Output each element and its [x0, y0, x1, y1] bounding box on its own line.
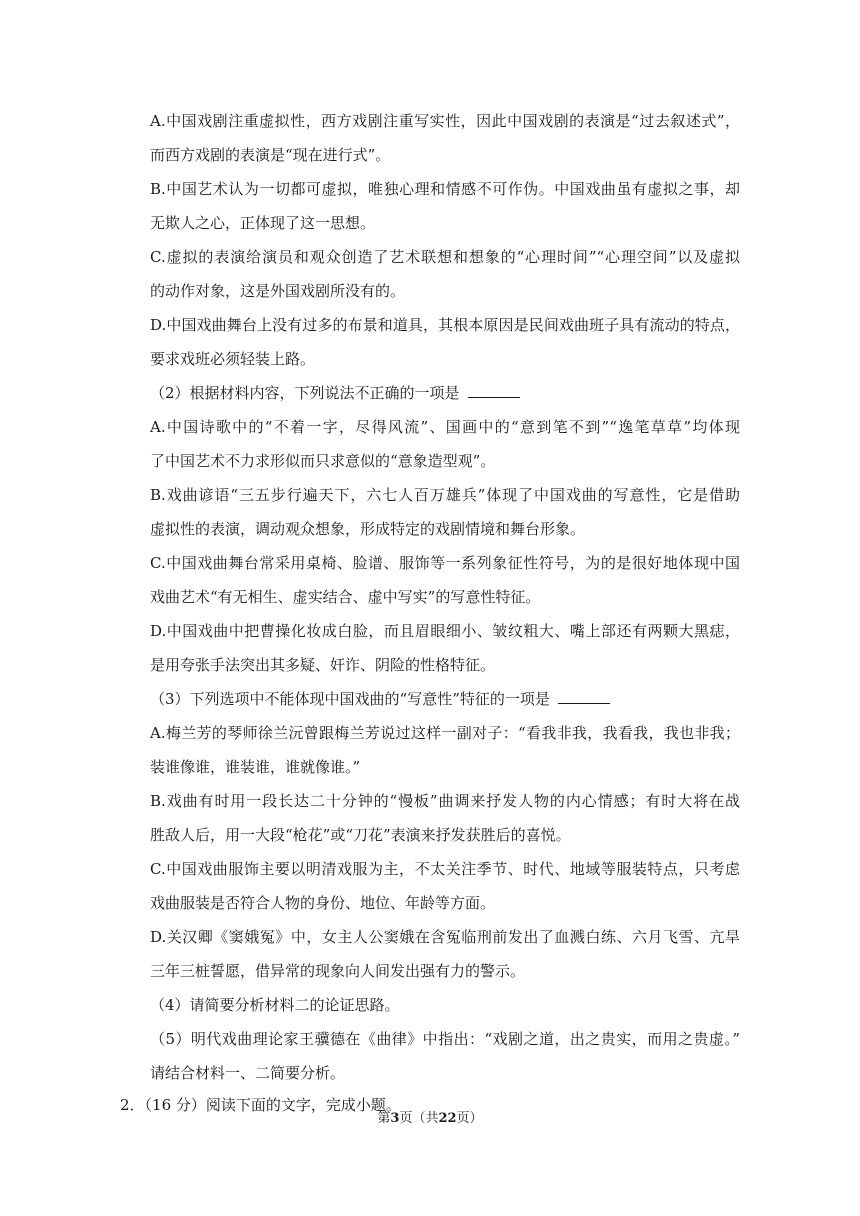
option-line: C.虚拟的表演给演员和观众创造了艺术联想和想象的“心理时间”“心理空间”以及虚拟 [150, 248, 740, 266]
option-line: D.关汉卿《窦娥冤》中，女主人公窦娥在含冤临刑前发出了血溅白练、六月飞雪、亢旱 [150, 928, 740, 946]
option-line: C.中国戏曲舞台常采用桌椅、脸谱、服饰等一系列象征性符号，为的是很好地体现中国 [150, 554, 740, 572]
option-line: D.中国戏曲中把曹操化妆成白脸，而且眉眼细小、皱纹粗大、嘴上部还有两颗大黑痣， [150, 622, 740, 640]
option-line: 要求戏班必须轻装上路。 [150, 350, 316, 368]
question-4-line: （4）请简要分析材料二的论证思路。 [150, 996, 400, 1014]
footer-suffix: 页） [456, 1111, 483, 1126]
option-line: A.梅兰芳的琴师徐兰沅曾跟梅兰芳说过这样一副对子：“看我非我，我看我，我也非我； [150, 724, 740, 742]
option-line: 三年三桩誓愿，借异常的现象向人间发出强有力的警示。 [150, 962, 526, 980]
footer-page-number: 3 [390, 1111, 400, 1126]
option-line: B.戏曲谚语“三五步行遍天下，六七人百万雄兵”体现了中国戏曲的写意性，它是借助 [150, 486, 740, 504]
option-line: 而西方戏剧的表演是“现在进行式”。 [150, 146, 391, 164]
page-footer [0, 1110, 860, 1128]
footer-total-pages: 22 [438, 1111, 457, 1126]
answer-blank [468, 383, 520, 398]
question-text: （2）根据材料内容，下列说法不正确的一项是 [150, 384, 460, 402]
option-line: 装谁像谁，谁装谁，谁就像谁。” [150, 758, 361, 776]
answer-blank [558, 689, 610, 704]
footer-middle: 页（共 [399, 1111, 439, 1126]
option-line: 戏曲服装是否符合人物的身份、地位、年龄等方面。 [150, 894, 496, 912]
option-line: 是用夸张手法突出其多疑、奸诈、阴险的性格特征。 [150, 656, 496, 674]
option-line: 的动作对象，这是外国戏剧所没有的。 [150, 282, 406, 300]
task-2-heading: 2．（16 分）阅读下面的文字，完成小题。 [120, 1096, 401, 1114]
option-line: 了中国艺术不力求形似而只求意似的“意象造型观”。 [150, 452, 496, 470]
option-line: 戏曲艺术“有无相生、虚实结合、虚中写实”的写意性特征。 [150, 588, 541, 606]
option-line: A.中国戏剧注重虚拟性，西方戏剧注重写实性，因此中国戏剧的表演是“过去叙述式”， [150, 112, 740, 130]
question-5-line: 请结合材料一、二简要分析。 [150, 1064, 346, 1082]
option-line: 虚拟性的表演，调动观众想象，形成特定的戏剧情境和舞台形象。 [150, 520, 586, 538]
question-3-line [150, 688, 740, 710]
option-line: B.戏曲有时用一段长达二十分钟的“慢板”曲调来抒发人物的内心情感；有时大将在战 [150, 792, 740, 810]
option-line: A.中国诗歌中的“不着一字，尽得风流”、国画中的“意到笔不到”“逸笔草草”均体现 [150, 418, 740, 436]
question-2-line [150, 382, 740, 404]
question-5-line: （5）明代戏曲理论家王骥德在《曲律》中指出：“戏剧之道，出之贵实，而用之贵虚。” [150, 1030, 740, 1048]
option-line: 胜敌人后，用一大段“枪花”或“刀花”表演来抒发获胜后的喜悦。 [150, 826, 571, 844]
question-text: （3）下列选项中不能体现中国戏曲的“写意性”特征的一项是 [150, 690, 550, 708]
option-line: C.中国戏曲服饰主要以明清戏服为主，不太关注季节、时代、地域等服装特点，只考虑 [150, 860, 740, 878]
option-line: D.中国戏曲舞台上没有过多的布景和道具，其根本原因是民间戏曲班子具有流动的特点， [150, 316, 740, 334]
footer-prefix: 第 [377, 1111, 391, 1126]
option-line: 无欺人之心，正体现了这一思想。 [150, 214, 376, 232]
option-line: B.中国艺术认为一切都可虚拟，唯独心理和情感不可作伪。中国戏曲虽有虚拟之事，却 [150, 180, 740, 198]
